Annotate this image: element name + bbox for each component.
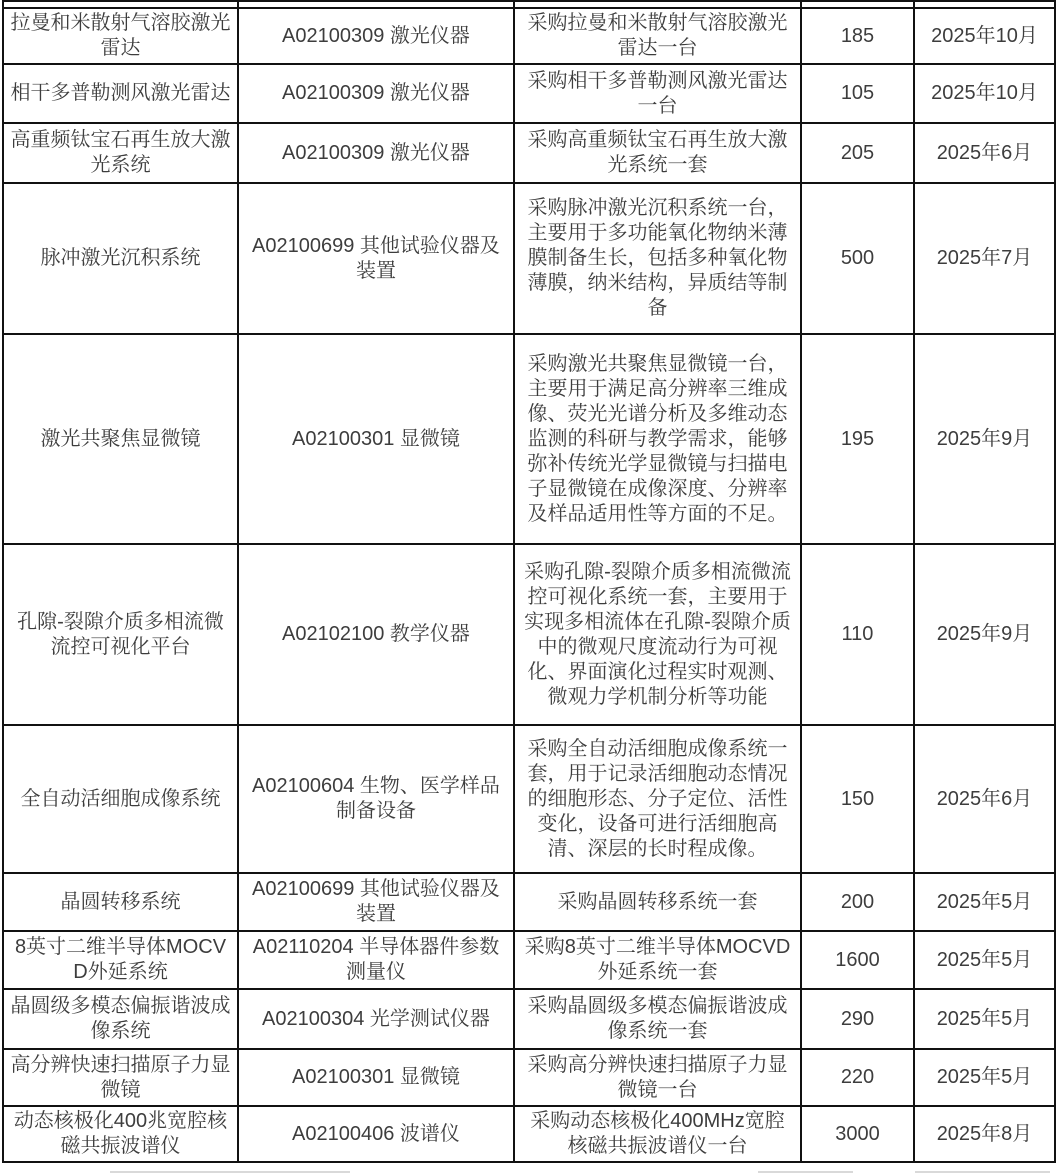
table-row (3, 334, 1055, 544)
cell-description: 采购孔隙-裂隙介质多相流微流控可视化系统一套，主要用于实现多相流体在孔隙-裂隙介质中的微观尺度流动行为可视化、界面演化过程实时观测、微观力学机制分析等功能 (514, 544, 801, 725)
procurement-table-body (3, 1, 1055, 1162)
cell-name: 相干多普勒测风激光雷达 (3, 64, 238, 123)
cell-name: 脉冲激光沉积系统 (3, 183, 238, 334)
cell-name: 高分辨快速扫描原子力显微镜 (3, 1049, 238, 1106)
cropped-next-row-line (110, 1171, 350, 1173)
cell-category: A02100309 激光仪器 (238, 64, 514, 123)
cropped-next-row-line (915, 1171, 1050, 1173)
table-row (3, 8, 1055, 64)
cell-description: 采购脉冲激光沉积系统一台，主要用于多功能氧化物纳米薄膜制备生长，包括多种氧化物薄膜，纳米结构，异质结等制备 (514, 183, 801, 334)
cell-amount: 3000 (801, 1106, 914, 1162)
cutoff-cell (3, 1, 238, 8)
table-row (3, 725, 1055, 873)
cell-name: 晶圆转移系统 (3, 873, 238, 931)
table-row (3, 931, 1055, 989)
table-row (3, 183, 1055, 334)
cell-date: 2025年5月 (914, 931, 1055, 989)
cell-amount: 185 (801, 8, 914, 64)
cell-amount: 195 (801, 334, 914, 544)
cropped-next-row-line (758, 1171, 853, 1173)
cell-date: 2025年6月 (914, 123, 1055, 183)
cell-date: 2025年5月 (914, 873, 1055, 931)
cell-category: A02100301 显微镜 (238, 1049, 514, 1106)
cell-name: 动态核极化400兆宽腔核磁共振波谱仪 (3, 1106, 238, 1162)
cell-amount: 1600 (801, 931, 914, 989)
cell-category: A02100304 光学测试仪器 (238, 989, 514, 1049)
cell-date: 2025年9月 (914, 544, 1055, 725)
cell-amount: 105 (801, 64, 914, 123)
table-row (3, 1049, 1055, 1106)
cell-date: 2025年7月 (914, 183, 1055, 334)
cell-date: 2025年9月 (914, 334, 1055, 544)
cell-amount: 200 (801, 873, 914, 931)
cell-description: 采购拉曼和米散射气溶胶激光雷达一台 (514, 8, 801, 64)
cell-description: 采购高重频钛宝石再生放大激光系统一套 (514, 123, 801, 183)
cell-category: A02100604 生物、医学样品制备设备 (238, 725, 514, 873)
cell-category: A02100406 波谱仪 (238, 1106, 514, 1162)
cell-description: 采购8英寸二维半导体MOCVD外延系统一套 (514, 931, 801, 989)
cell-category: A02110204 半导体器件参数测量仪 (238, 931, 514, 989)
table-row (3, 989, 1055, 1049)
cell-amount: 110 (801, 544, 914, 725)
table-row (3, 544, 1055, 725)
cell-name: 激光共聚焦显微镜 (3, 334, 238, 544)
cell-date: 2025年10月 (914, 8, 1055, 64)
cell-name: 8英寸二维半导体MOCVD外延系统 (3, 931, 238, 989)
cell-date: 2025年5月 (914, 1049, 1055, 1106)
table-row (3, 873, 1055, 931)
cell-name: 全自动活细胞成像系统 (3, 725, 238, 873)
table-row (3, 64, 1055, 123)
table-row (3, 123, 1055, 183)
cell-description: 采购全自动活细胞成像系统一套，用于记录活细胞动态情况的细胞形态、分子定位、活性变化，设备可进行活细胞高清、深层的长时程成像。 (514, 725, 801, 873)
cell-category: A02100699 其他试验仪器及装置 (238, 183, 514, 334)
cell-category: A02100301 显微镜 (238, 334, 514, 544)
cell-description: 采购晶圆转移系统一套 (514, 873, 801, 931)
cell-date: 2025年10月 (914, 64, 1055, 123)
cell-description: 采购激光共聚焦显微镜一台，主要用于满足高分辨率三维成像、荧光光谱分析及多维动态监测的科研与教学需求，能够弥补传统光学显微镜与扫描电子显微镜在成像深度、分辨率及样品适用性等方面的不足。 (514, 334, 801, 544)
cell-name: 孔隙-裂隙介质多相流微流控可视化平台 (3, 544, 238, 725)
cell-amount: 290 (801, 989, 914, 1049)
cutoff-cell (914, 1, 1055, 8)
cell-category: A02100309 激光仪器 (238, 8, 514, 64)
cell-name: 晶圆级多模态偏振谐波成像系统 (3, 989, 238, 1049)
cell-date: 2025年6月 (914, 725, 1055, 873)
cell-amount: 150 (801, 725, 914, 873)
cell-amount: 220 (801, 1049, 914, 1106)
cell-description: 采购相干多普勒测风激光雷达一台 (514, 64, 801, 123)
cell-amount: 500 (801, 183, 914, 334)
cutoff-row (3, 1, 1055, 8)
cutoff-cell (514, 1, 801, 8)
cell-name: 拉曼和米散射气溶胶激光雷达 (3, 8, 238, 64)
cell-description: 采购高分辨快速扫描原子力显微镜一台 (514, 1049, 801, 1106)
cell-amount: 205 (801, 123, 914, 183)
procurement-table (2, 0, 1056, 1163)
cell-category: A02102100 教学仪器 (238, 544, 514, 725)
table-row (3, 1106, 1055, 1162)
cell-date: 2025年5月 (914, 989, 1055, 1049)
cell-category: A02100699 其他试验仪器及装置 (238, 873, 514, 931)
cell-date: 2025年8月 (914, 1106, 1055, 1162)
cell-category: A02100309 激光仪器 (238, 123, 514, 183)
cell-name: 高重频钛宝石再生放大激光系统 (3, 123, 238, 183)
cutoff-cell (238, 1, 514, 8)
cutoff-cell (801, 1, 914, 8)
cell-description: 采购晶圆级多模态偏振谐波成像系统一套 (514, 989, 801, 1049)
cell-description: 采购动态核极化400MHz宽腔核磁共振波谱仪一台 (514, 1106, 801, 1162)
